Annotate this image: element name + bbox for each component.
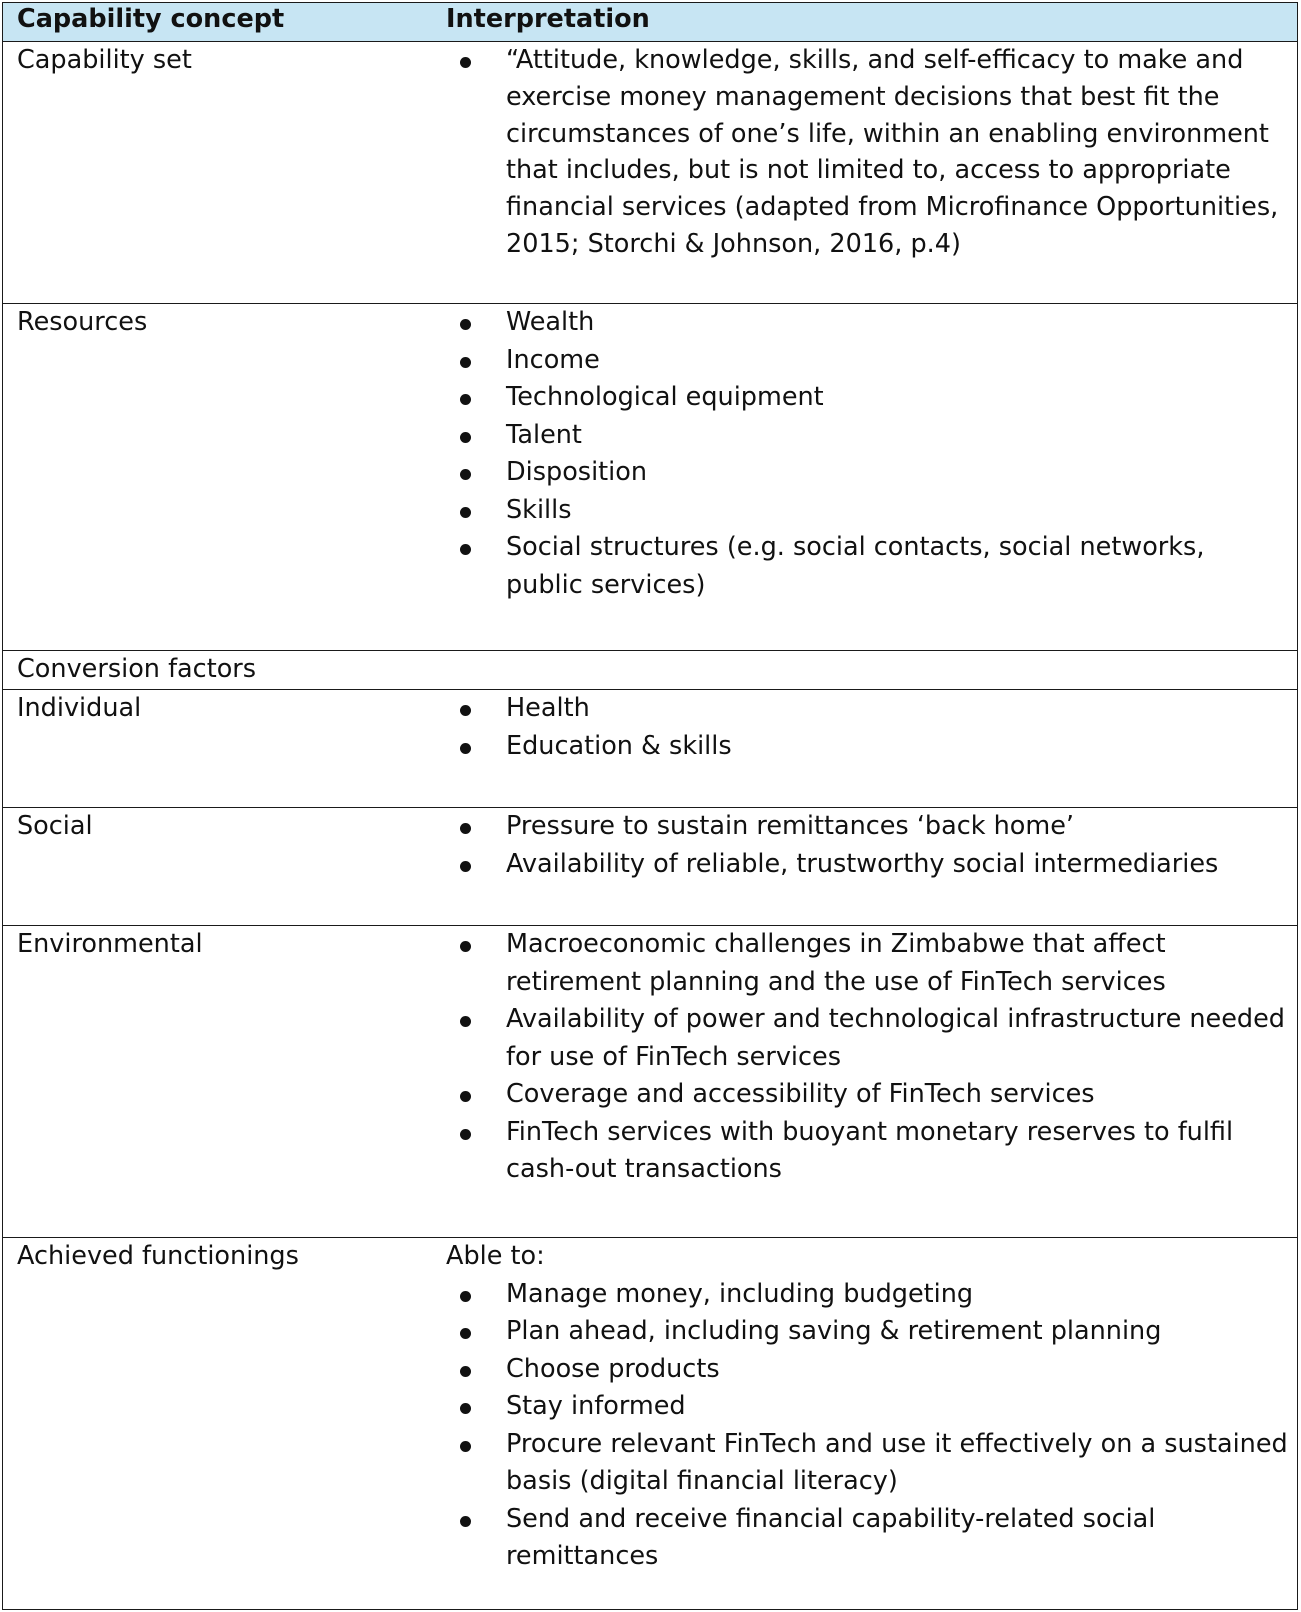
list-item: Availability of power and technological infrastructure needed for use of FinTech services bbox=[446, 1001, 1289, 1076]
interpretation-cell bbox=[446, 808, 1289, 883]
bullet-list bbox=[446, 808, 1289, 883]
row-individual bbox=[3, 689, 1297, 807]
list-item: Pressure to sustain remittances ‘back home’ bbox=[446, 808, 1289, 846]
list-item: Choose products bbox=[446, 1351, 1289, 1389]
list-item: Macroeconomic challenges in Zimbabwe that affect retirement planning and the use of FinTech services bbox=[446, 926, 1289, 1001]
list-item: Disposition bbox=[446, 454, 1289, 492]
concept-label: Social bbox=[17, 811, 93, 841]
concept-label: Environmental bbox=[17, 929, 203, 959]
interpretation-cell bbox=[446, 1238, 1289, 1576]
list-item: Send and receive financial capability-related social remittances bbox=[446, 1501, 1289, 1576]
interpretation-cell bbox=[446, 42, 1289, 263]
list-item: Social structures (e.g. social contacts, social networks, public services) bbox=[446, 529, 1289, 604]
list-item: Education & skills bbox=[446, 728, 1289, 766]
concept-label: Conversion factors bbox=[17, 654, 257, 684]
list-item: Technological equipment bbox=[446, 379, 1289, 417]
row-social bbox=[3, 807, 1297, 925]
list-item: Procure relevant FinTech and use it effectively on a sustained basis (digital financial literacy) bbox=[446, 1426, 1289, 1501]
row-achieved-functionings bbox=[3, 1237, 1297, 1607]
concept-label: Individual bbox=[17, 693, 142, 723]
list-item: Health bbox=[446, 690, 1289, 728]
table-header bbox=[3, 3, 1297, 41]
interpretation-cell bbox=[446, 926, 1289, 1189]
interpretation-cell bbox=[446, 304, 1289, 604]
header-interpretation: Interpretation bbox=[446, 4, 650, 34]
row-conversion-factors bbox=[3, 650, 1297, 689]
list-item: Coverage and accessibility of FinTech services bbox=[446, 1076, 1289, 1114]
bullet-list bbox=[446, 690, 1289, 765]
bullet-list bbox=[446, 304, 1289, 604]
list-item: Manage money, including budgeting bbox=[446, 1276, 1289, 1314]
bullet-list bbox=[446, 1276, 1289, 1576]
concept-label: Resources bbox=[17, 307, 148, 337]
list-item: Talent bbox=[446, 417, 1289, 455]
concept-label: Capability set bbox=[17, 45, 192, 75]
header-capability-concept: Capability concept bbox=[17, 4, 285, 34]
interpretation-cell bbox=[446, 690, 1289, 765]
list-item: Skills bbox=[446, 492, 1289, 530]
row-capability-set bbox=[3, 41, 1297, 303]
list-item: FinTech services with buoyant monetary reserves to fulfil cash-out transactions bbox=[446, 1114, 1289, 1189]
row-environmental bbox=[3, 925, 1297, 1237]
list-item: Plan ahead, including saving & retirement planning bbox=[446, 1313, 1289, 1351]
list-item: “Attitude, knowledge, skills, and self-efficacy to make and exercise money management decisions that best fit the circumstances of one’s life, within an enabling environment that includes, but is not limited to, access to appropriate financial services (adapted from Microfinance Opportunities, 2015; Storchi & Johnson, 2016, p.4) bbox=[446, 42, 1289, 263]
able-to-lead: Able to: bbox=[446, 1241, 545, 1271]
bullet-list bbox=[446, 42, 1289, 263]
concept-label: Achieved functionings bbox=[17, 1241, 299, 1271]
list-item: Stay informed bbox=[446, 1388, 1289, 1426]
capability-table bbox=[2, 2, 1298, 1610]
list-item: Income bbox=[446, 342, 1289, 380]
list-item: Availability of reliable, trustworthy social intermediaries bbox=[446, 846, 1289, 884]
row-resources bbox=[3, 303, 1297, 650]
bullet-list bbox=[446, 926, 1289, 1189]
list-item: Wealth bbox=[446, 304, 1289, 342]
